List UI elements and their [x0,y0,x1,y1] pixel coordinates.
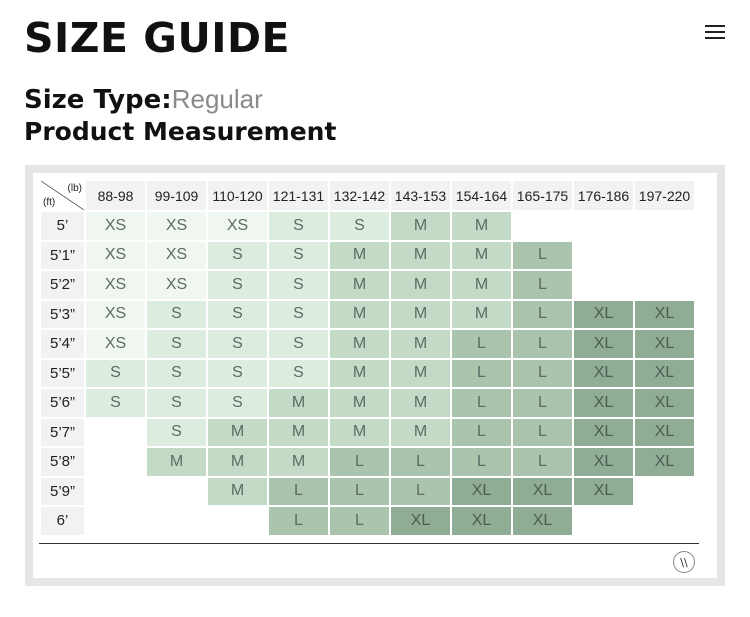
height-row-header: 6’ [41,507,84,535]
size-cell: XL [635,330,694,358]
size-cell: S [269,212,328,240]
size-cell: M [391,330,450,358]
size-cell: L [269,507,328,535]
size-cell: M [391,360,450,388]
empty-cell [574,212,633,240]
height-unit-label: (ft) [43,197,56,208]
weight-range-header: 110-120 [208,181,267,210]
hamburger-menu-icon[interactable] [703,24,727,40]
size-cell: M [269,389,328,417]
size-cell: M [391,212,450,240]
height-row-header: 5’9” [41,478,84,506]
size-cell: XL [513,507,572,535]
size-cell: XL [452,478,511,506]
weight-range-header: 99-109 [147,181,206,210]
size-cell: S [269,242,328,270]
size-cell: XL [574,301,633,329]
size-cell: S [147,301,206,329]
weight-range-header: 154-164 [452,181,511,210]
empty-cell [574,507,633,535]
size-cell: XL [574,360,633,388]
size-cell: M [147,448,206,476]
size-cell: L [452,448,511,476]
size-cell: XL [574,389,633,417]
size-cell: XL [574,330,633,358]
size-cell: S [208,301,267,329]
size-cell: S [147,360,206,388]
size-cell: S [269,301,328,329]
size-cell: L [513,360,572,388]
height-row-header: 5’3” [41,301,84,329]
size-cell: M [391,389,450,417]
empty-cell [635,212,694,240]
empty-cell [208,507,267,535]
size-cell: M [330,360,389,388]
size-cell: M [208,419,267,447]
size-chart-table [41,181,694,535]
empty-cell [574,242,633,270]
size-cell: M [452,271,511,299]
size-cell: S [330,212,389,240]
size-cell: M [269,419,328,447]
size-cell: S [208,330,267,358]
size-cell: XL [574,478,633,506]
size-cell: S [269,271,328,299]
size-cell: XL [574,419,633,447]
size-cell: XS [208,212,267,240]
size-cell: M [391,419,450,447]
size-cell: M [391,242,450,270]
size-chart-panel [33,173,717,578]
size-chart-frame [25,165,725,586]
size-cell: XL [635,360,694,388]
size-cell: S [208,271,267,299]
height-row-header: 5’1” [41,242,84,270]
size-cell: M [452,212,511,240]
weight-range-header: 143-153 [391,181,450,210]
size-cell: M [452,301,511,329]
size-type [24,84,263,115]
weight-range-header: 165-175 [513,181,572,210]
empty-cell [86,448,145,476]
size-cell: L [452,360,511,388]
size-cell: L [269,478,328,506]
size-cell: M [330,389,389,417]
weight-range-header: 121-131 [269,181,328,210]
size-cell: M [208,478,267,506]
section-title: Product Measurement [24,117,337,146]
size-cell: M [391,271,450,299]
empty-cell [635,478,694,506]
empty-cell [513,212,572,240]
height-row-header: 5’7” [41,419,84,447]
empty-cell [86,478,145,506]
size-cell: L [330,478,389,506]
bottom-divider [39,543,699,544]
size-cell: XL [635,419,694,447]
size-cell: XS [86,301,145,329]
empty-cell [635,242,694,270]
size-cell: XS [86,330,145,358]
size-cell: S [86,360,145,388]
empty-cell [147,507,206,535]
size-cell: M [330,242,389,270]
size-cell: S [147,389,206,417]
size-cell: S [208,360,267,388]
height-row-header: 5’4” [41,330,84,358]
size-cell: XL [513,478,572,506]
size-cell: XL [635,301,694,329]
page-title: SIZE GUIDE [24,14,291,62]
empty-cell [86,507,145,535]
size-cell: XS [147,242,206,270]
size-cell: L [452,330,511,358]
size-cell: S [147,419,206,447]
size-cell: L [513,330,572,358]
size-cell: L [452,419,511,447]
size-cell: S [208,242,267,270]
size-cell: XL [452,507,511,535]
empty-cell [635,271,694,299]
size-cell: S [147,330,206,358]
empty-cell [147,478,206,506]
size-cell: XS [86,242,145,270]
size-cell: L [330,507,389,535]
height-row-header: 5’ [41,212,84,240]
weight-unit-label: (lb) [67,183,82,194]
size-cell: L [513,242,572,270]
size-cell: XS [86,271,145,299]
table-corner [41,181,84,210]
size-cell: L [513,419,572,447]
size-cell: XS [86,212,145,240]
size-cell: L [513,301,572,329]
size-cell: XL [391,507,450,535]
height-row-header: 5’8” [41,448,84,476]
size-type-value: Regular [171,84,263,114]
size-cell: L [391,448,450,476]
size-cell: XS [147,271,206,299]
size-cell: M [269,448,328,476]
weight-range-header: 197-220 [635,181,694,210]
weight-range-header: 132-142 [330,181,389,210]
brand-logo: \\ [673,551,695,573]
size-cell: XL [574,448,633,476]
size-cell: L [513,271,572,299]
empty-cell [86,419,145,447]
size-cell: L [330,448,389,476]
size-cell: XL [635,389,694,417]
size-cell: S [269,360,328,388]
size-cell: S [269,330,328,358]
weight-range-header: 176-186 [574,181,633,210]
size-cell: L [452,389,511,417]
size-cell: L [391,478,450,506]
size-cell: M [330,271,389,299]
size-cell: M [330,301,389,329]
size-cell: XL [635,448,694,476]
size-cell: M [452,242,511,270]
weight-range-header: 88-98 [86,181,145,210]
size-cell: M [391,301,450,329]
height-row-header: 5’5” [41,360,84,388]
size-type-label: Size Type: [24,85,172,115]
size-cell: S [208,389,267,417]
height-row-header: 5’6” [41,389,84,417]
size-cell: L [513,448,572,476]
size-cell: M [330,330,389,358]
size-cell: S [86,389,145,417]
size-cell: M [208,448,267,476]
empty-cell [574,271,633,299]
size-cell: XS [147,212,206,240]
size-cell: L [513,389,572,417]
empty-cell [635,507,694,535]
size-cell: M [330,419,389,447]
height-row-header: 5’2” [41,271,84,299]
